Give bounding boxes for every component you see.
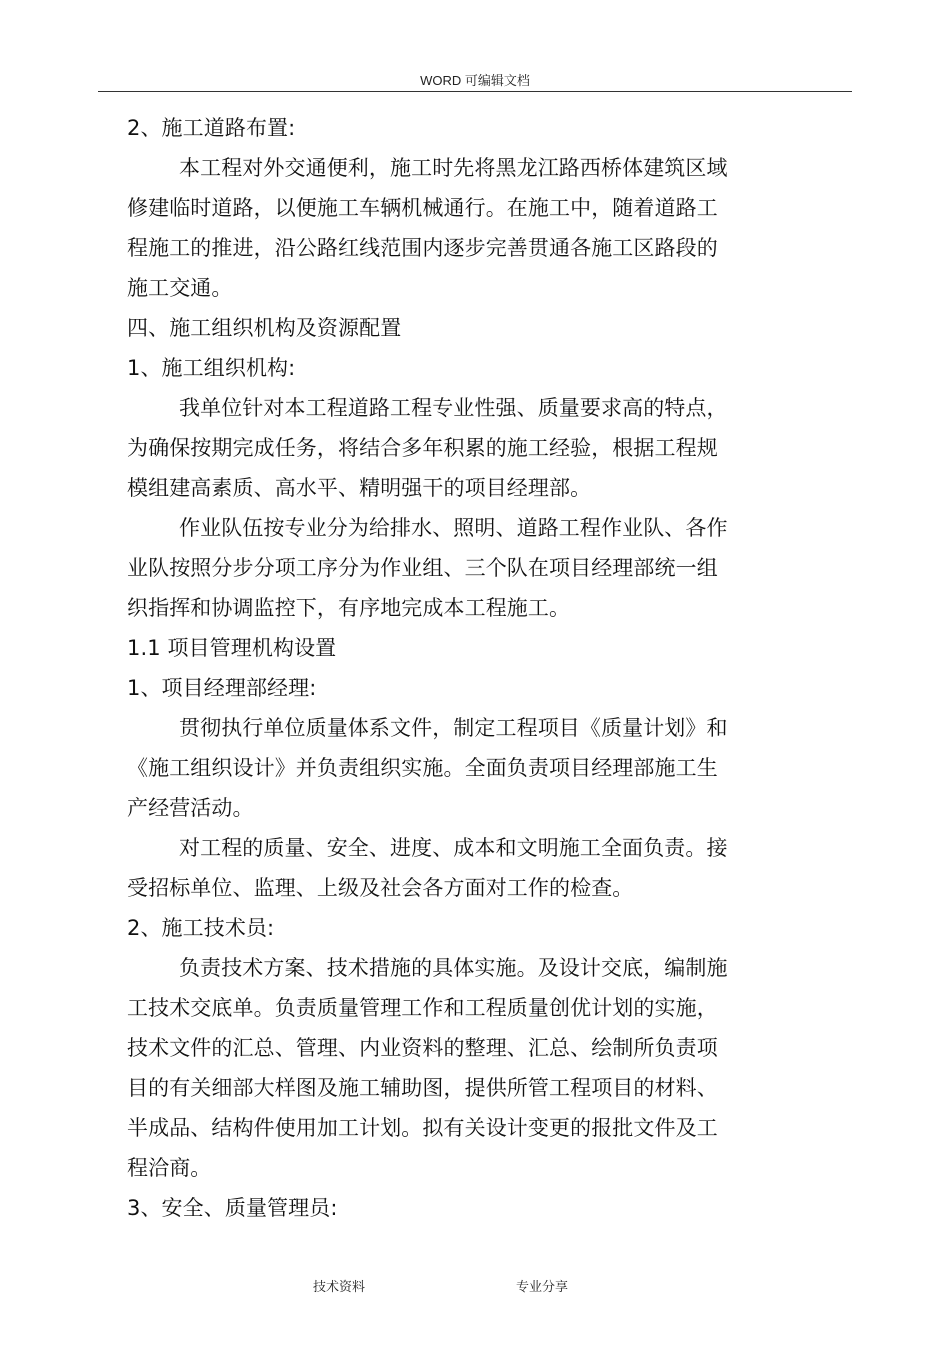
text-line: 2、施工道路布置: xyxy=(127,116,296,140)
text-line: 对工程的质量、安全、进度、成本和文明施工全面负责。接 xyxy=(179,836,728,860)
text-line: 模组建高素质、高水平、精明强干的项目经理部。 xyxy=(127,476,592,500)
text-line: 织指挥和协调监控下，有序地完成本工程施工。 xyxy=(127,596,571,620)
footer-left-text: 技术资料 xyxy=(313,1280,366,1295)
text-line: 1、施工组织机构: xyxy=(127,356,296,380)
text-line: 2、施工技术员: xyxy=(127,916,275,940)
text-line: 3、安全、质量管理员: xyxy=(127,1196,338,1220)
text-line: 为确保按期完成任务，将结合多年积累的施工经验，根据工程规 xyxy=(127,436,718,460)
text-line: 程洽商。 xyxy=(127,1156,212,1180)
text-line: 业队按照分步分项工序分为作业组、三个队在项目经理部统一组 xyxy=(127,556,718,580)
text-line: 程施工的推进，沿公路红线范围内逐步完善贯通各施工区路段的 xyxy=(127,236,718,260)
text-line: 我单位针对本工程道路工程专业性强、质量要求高的特点， xyxy=(179,396,728,420)
text-line: 工技术交底单。负责质量管理工作和工程质量创优计划的实施， xyxy=(127,996,718,1020)
header-divider xyxy=(98,91,852,92)
page-header: WORD 可编辑文档 xyxy=(420,73,530,88)
text-line: 贯彻执行单位质量体系文件，制定工程项目《质量计划》和 xyxy=(179,716,728,740)
text-line: 受招标单位、监理、上级及社会各方面对工作的检查。 xyxy=(127,876,634,900)
text-line: 产经营活动。 xyxy=(127,796,254,820)
text-line: 本工程对外交通便利，施工时先将黑龙江路西桥体建筑区域 xyxy=(179,156,728,180)
text-line: 四、施工组织机构及资源配置 xyxy=(127,316,402,340)
text-line: 施工交通。 xyxy=(127,276,233,300)
text-line: 半成品、结构件使用加工计划。拟有关设计变更的报批文件及工 xyxy=(127,1116,718,1140)
text-line: 修建临时道路，以便施工车辆机械通行。在施工中，随着道路工 xyxy=(127,196,718,220)
text-line: 1.1 项目管理机构设置 xyxy=(127,636,337,660)
text-line: 技术文件的汇总、管理、内业资料的整理、汇总、绘制所负责项 xyxy=(127,1036,718,1060)
text-line: 《施工组织设计》并负责组织实施。全面负责项目经理部施工生 xyxy=(127,756,718,780)
text-line: 作业队伍按专业分为给排水、照明、道路工程作业队、各作 xyxy=(179,516,728,540)
footer-right-text: 专业分享 xyxy=(516,1280,569,1295)
text-line: 目的有关细部大样图及施工辅助图，提供所管工程项目的材料、 xyxy=(127,1076,718,1100)
text-line: 1、项目经理部经理: xyxy=(127,676,317,700)
text-line: 负责技术方案、技术措施的具体实施。及设计交底，编制施 xyxy=(179,956,728,980)
document-body xyxy=(127,108,777,1228)
